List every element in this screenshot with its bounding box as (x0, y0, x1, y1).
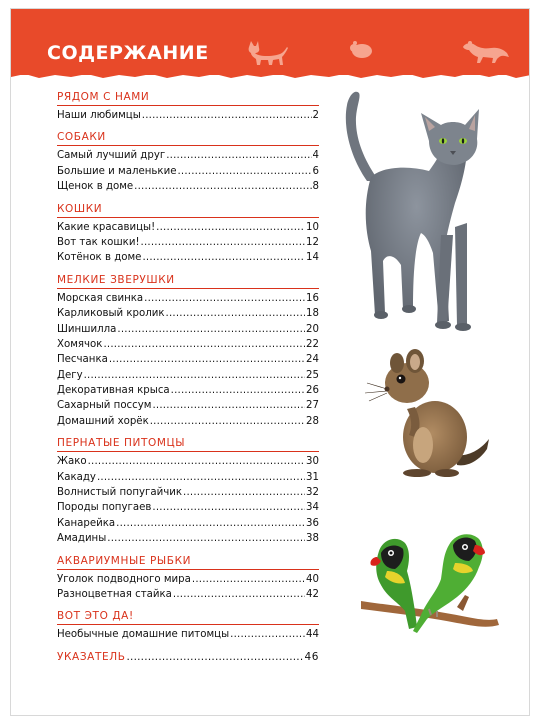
toc-section (57, 555, 319, 603)
entry-label: Самый лучший друг (57, 150, 166, 162)
dot-leader (84, 368, 305, 383)
dot-leader (156, 220, 305, 235)
entry-label: Декоративная крыса (57, 385, 170, 397)
header-torn-edge (11, 69, 530, 81)
section-title[interactable]: ПЕРНАТЫЕ ПИТОМЦЫ (57, 437, 319, 452)
toc-section-index (57, 651, 319, 665)
dot-leader (142, 250, 305, 265)
toc-entry[interactable] (57, 337, 319, 352)
section-title[interactable]: АКВАРИУМНЫЕ РЫБКИ (57, 555, 319, 570)
toc-entry[interactable] (57, 164, 319, 179)
dot-leader (116, 516, 305, 531)
dot-leader (230, 627, 305, 642)
entry-label: Необычные домашние питомцы (57, 629, 230, 641)
entry-label: Котёнок в доме (57, 252, 142, 264)
entry-page-number: 30 (306, 456, 319, 468)
book-page (10, 8, 530, 716)
entry-page-number: 12 (306, 236, 319, 248)
dot-leader (134, 179, 311, 194)
toc-section (57, 437, 319, 546)
entry-page-number: 20 (306, 323, 319, 335)
dot-leader (150, 414, 305, 429)
toc-entry[interactable] (57, 500, 319, 515)
entry-page-number: 24 (306, 354, 319, 366)
entry-label: Разноцветная стайка (57, 588, 172, 600)
dot-leader (177, 164, 311, 179)
toc-entry[interactable] (57, 108, 319, 123)
table-of-contents (57, 91, 319, 673)
dot-leader (88, 454, 305, 469)
index-title: УКАЗАТЕЛЬ (57, 650, 126, 663)
dot-leader (141, 235, 306, 250)
entry-label: Шиншилла (57, 323, 117, 335)
section-title[interactable]: ВОТ ЭТО ДА! (57, 610, 319, 625)
entry-page-number: 32 (306, 487, 319, 499)
entry-label: Домашний хорёк (57, 415, 149, 427)
dot-leader (97, 470, 305, 485)
entry-page-number: 31 (306, 471, 319, 483)
toc-section (57, 91, 319, 123)
entry-label: Уголок подводного мира (57, 573, 191, 585)
dot-leader (173, 587, 305, 602)
section-title[interactable]: КОШКИ (57, 203, 319, 218)
toc-entry[interactable] (57, 414, 319, 429)
toc-entry[interactable] (57, 627, 319, 642)
entry-page-number: 28 (306, 415, 319, 427)
entry-label: Щенок в доме (57, 181, 134, 193)
entry-page-number: 26 (306, 385, 319, 397)
entry-label: Наши любимцы (57, 110, 141, 121)
toc-entry[interactable] (57, 352, 319, 367)
entry-page-number: 42 (306, 588, 319, 600)
toc-entry[interactable] (57, 485, 319, 500)
entry-label: Песчанка (57, 354, 108, 366)
dot-leader (142, 108, 312, 123)
hamster-silhouette-icon (349, 39, 373, 59)
entry-label: Волнистый попугайчик (57, 487, 183, 499)
dot-leader (117, 322, 305, 337)
dot-leader (152, 398, 305, 413)
entry-page-number: 44 (306, 629, 319, 641)
toc-entry[interactable] (57, 179, 319, 194)
lovebirds-photo (357, 523, 501, 635)
index-entry[interactable] (57, 651, 319, 665)
degu-photo (363, 345, 491, 483)
entry-label: Жако (57, 456, 87, 468)
entry-label: Амадины (57, 533, 107, 545)
toc-entry[interactable] (57, 148, 319, 163)
page-title: СОДЕРЖАНИЕ (47, 42, 209, 64)
entry-page-number: 38 (306, 533, 319, 545)
entry-page-number: 25 (306, 369, 319, 381)
dot-leader (109, 352, 305, 367)
toc-entry[interactable] (57, 398, 319, 413)
dot-leader (192, 572, 305, 587)
entry-page-number: 18 (306, 308, 319, 320)
entry-page-number: 10 (306, 221, 319, 233)
toc-entry[interactable] (57, 587, 319, 602)
toc-entry[interactable] (57, 250, 319, 265)
toc-entry[interactable] (57, 368, 319, 383)
toc-entry[interactable] (57, 454, 319, 469)
dot-leader (144, 291, 305, 306)
cat-silhouette-icon (243, 37, 289, 67)
entry-label: Вот так кошки! (57, 236, 140, 248)
toc-entry[interactable] (57, 383, 319, 398)
entry-label: Дегу (57, 369, 83, 381)
toc-entry[interactable] (57, 516, 319, 531)
entry-page-number: 14 (306, 252, 319, 264)
entry-label: Морская свинка (57, 292, 144, 304)
dot-leader (171, 383, 305, 398)
entry-label: Хомячок (57, 338, 103, 350)
entry-page-number: 40 (306, 573, 319, 585)
entry-label: Какие красавицы! (57, 221, 156, 233)
entry-label: Карликовый кролик (57, 308, 165, 320)
entry-label: Породы попугаев (57, 502, 152, 514)
entry-page-number: 27 (306, 400, 319, 412)
toc-section (57, 131, 319, 194)
entry-label: Канарейка (57, 517, 116, 529)
entry-page-number: 8 (312, 181, 319, 193)
dot-leader (166, 306, 306, 321)
entry-page-number: 6 (312, 165, 319, 177)
toc-entry[interactable] (57, 291, 319, 306)
toc-entry[interactable] (57, 306, 319, 321)
ferret-silhouette-icon (461, 35, 511, 65)
entry-page-number: 36 (306, 517, 319, 529)
entry-page-number: 2 (312, 110, 319, 121)
entry-label: Сахарный поссум (57, 400, 152, 412)
dot-leader (107, 531, 305, 546)
section-title[interactable]: РЯДОМ С НАМИ (57, 91, 319, 106)
toc-entry[interactable] (57, 470, 319, 485)
entry-label: Какаду (57, 471, 96, 483)
toc-entry[interactable] (57, 531, 319, 546)
entry-page-number: 34 (306, 502, 319, 514)
section-title[interactable]: СОБАКИ (57, 131, 319, 146)
dot-leader (152, 500, 305, 515)
section-title[interactable]: МЕЛКИЕ ЗВЕРУШКИ (57, 274, 319, 289)
cat-photo (329, 85, 499, 337)
toc-entry[interactable] (57, 235, 319, 250)
dot-leader (166, 148, 311, 163)
toc-entry[interactable] (57, 572, 319, 587)
entry-page-number: 22 (306, 338, 319, 350)
toc-section (57, 274, 319, 430)
entry-page-number: 16 (306, 292, 319, 304)
dot-leader (183, 485, 305, 500)
toc-entry[interactable] (57, 322, 319, 337)
dot-leader (103, 337, 305, 352)
index-page-number: 46 (304, 650, 319, 663)
entry-page-number: 4 (312, 150, 319, 162)
entry-label: Большие и маленькие (57, 165, 177, 177)
toc-section (57, 203, 319, 266)
dot-leader (127, 651, 304, 663)
toc-entry[interactable] (57, 220, 319, 235)
toc-section (57, 610, 319, 642)
